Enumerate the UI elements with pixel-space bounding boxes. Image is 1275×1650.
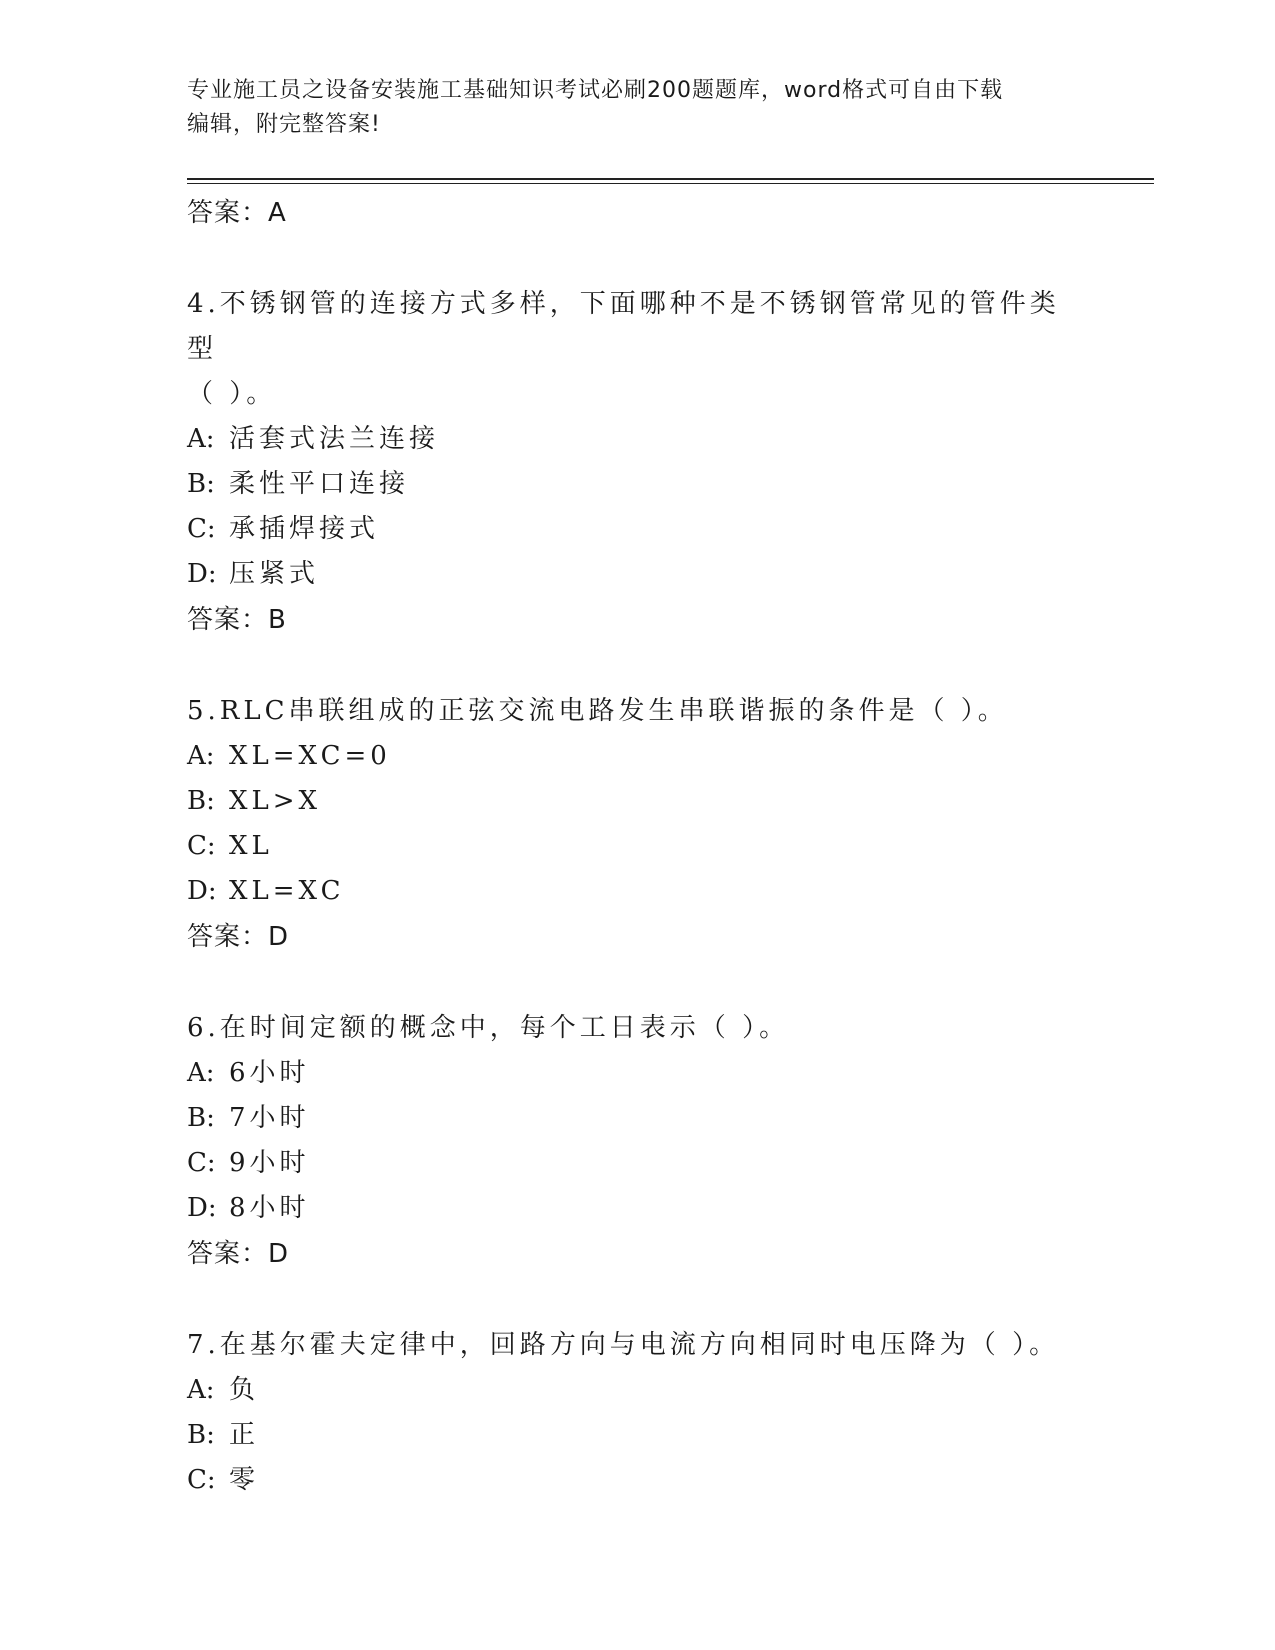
question-stem-line: （ ）。 [187, 379, 277, 409]
option-c: C: 零 [187, 1465, 260, 1495]
option-b: B: 柔性平口连接 [187, 469, 410, 499]
option-c: C: 承插焊接式 [187, 514, 380, 544]
option-d: D: XL=XC [187, 876, 345, 906]
option-d: D: 8小时 [187, 1193, 310, 1223]
answer-label: 答案：B [187, 605, 287, 635]
option-d: D: 压紧式 [187, 559, 320, 589]
header-line-1: 专业施工员之设备安装施工基础知识考试必刷200题题库，word格式可自由下载 [187, 78, 1004, 103]
option-c: C: 9小时 [187, 1148, 310, 1178]
question-5 [187, 689, 1087, 914]
header-rule-thick [187, 178, 1154, 180]
option-a: A: 6小时 [187, 1058, 310, 1088]
question-stem: 7.在基尔霍夫定律中，回路方向与电流方向相同时电压降为（ ）。 [187, 1330, 1060, 1360]
question-7 [187, 1323, 1087, 1503]
header-rule-thin [187, 183, 1154, 184]
option-c: C: XL [187, 831, 273, 861]
question-stem: 5.RLC串联组成的正弦交流电路发生串联谐振的条件是（ ）。 [187, 696, 1008, 726]
option-a: A: XL=XC=0 [187, 741, 391, 771]
question-4 [187, 282, 1087, 597]
option-b: B: 7小时 [187, 1103, 310, 1133]
option-a: A: 活套式法兰连接 [187, 424, 440, 454]
answer-label: 答案：D [187, 1239, 290, 1269]
header-line-2: 编辑，附完整答案! [187, 112, 381, 137]
question-stem-line: 4.不锈钢管的连接方式多样，下面哪种不是不锈钢管常见的管件类型 [187, 289, 1060, 364]
question-stem: 6.在时间定额的概念中，每个工日表示（ ）。 [187, 1013, 790, 1043]
option-b: B: 正 [187, 1420, 260, 1450]
question-list [187, 190, 1087, 1503]
option-b: B: XL>X [187, 786, 322, 816]
page-header [187, 74, 1087, 142]
answer-label: 答案：D [187, 922, 290, 952]
question-stem [187, 282, 1067, 417]
option-a: A: 负 [187, 1375, 260, 1405]
answer-label: 答案：A [187, 198, 287, 228]
question-6 [187, 1006, 1087, 1231]
